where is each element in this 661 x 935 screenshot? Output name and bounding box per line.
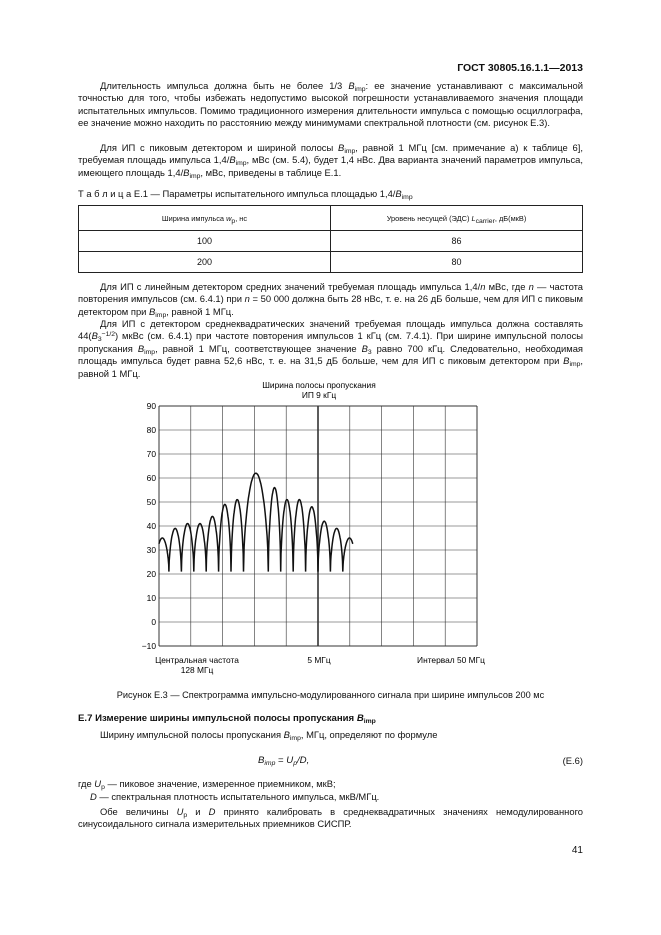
equation-number: (Е.6) xyxy=(562,755,583,766)
paragraph-average-detector: Для ИП с линейным детектором средних значений требуемая площадь импульса 1,4/n мВс, где n — частота повторения импульсов (см. 6.4.1) при n = 50 000 должна быть 28 нВс, т. е. на 26 дБ больше, чем для ИП с пиковым детектором при $B_{imp}$, равной 1 МГц. xyxy=(78,281,583,319)
y-axis-ticks xyxy=(142,401,157,651)
y-tick-label: 0 xyxy=(151,617,156,627)
table-cell: 86 xyxy=(331,231,583,252)
y-tick-label: −10 xyxy=(141,641,156,651)
formula-e6: $B_{imp} = U_p/D$, xyxy=(258,755,310,767)
y-tick-label: 20 xyxy=(146,569,156,579)
spectrum-line xyxy=(159,473,353,571)
y-tick-label: 90 xyxy=(146,401,156,411)
paragraph-calibration: Обе величины $U_p$ и D принято калибровать в среднеквадратичных значениях немодулированного синусоидального сигнала измерительных приемников СИСПР. xyxy=(78,806,583,830)
y-tick-label: 10 xyxy=(146,593,156,603)
chart-title-line1: Ширина полосы пропускания xyxy=(262,380,376,390)
x-label-span-per-div: 5 МГц xyxy=(307,655,331,665)
table-cell: 200 xyxy=(79,252,331,273)
x-label-interval: Интервал 50 МГц xyxy=(417,655,485,665)
paragraph-pulse-duration: Длительность импульса должна быть не более 1/3 $B_{imp}$: ее значение устанавливают с максимальной точностью для того, чтобы избежать недопустимо высокой погрешности устанавливаемого значения площади испытательных импульсов. Помимо традиционного измерения длительности импульса с помощью осциллографа, ее значение можно находить по расстоянию между минимумами спектральной плотности (см. рисунок Е.3). xyxy=(78,80,583,129)
table-cell: 100 xyxy=(79,231,331,252)
y-tick-label: 30 xyxy=(146,545,156,555)
table-cell: 80 xyxy=(331,252,583,273)
chart-title-line2: ИП 9 кГц xyxy=(301,390,337,400)
formula-intro: Ширину импульсной полосы пропускания $B_{imp}$, МГц, определяют по формуле xyxy=(100,729,438,742)
figure-caption: Рисунок Е.3 — Спектрограмма импульсно-модулированного сигнала при ширине импульсов 200 мс xyxy=(116,690,545,700)
y-tick-label: 60 xyxy=(146,473,156,483)
y-tick-label: 70 xyxy=(146,449,156,459)
table-caption: Т а б л и ц а Е.1 — Параметры испытательного импульса площадью $1,4/B_{imp}$ xyxy=(78,188,413,201)
section-title: Е.7 Измерение ширины импульсной полосы пропускания $B_{imp}$ xyxy=(78,713,376,725)
x-label-center-frequency-value: 128 МГц xyxy=(180,665,214,675)
y-tick-label: 40 xyxy=(146,521,156,531)
x-label-center-frequency: Центральная частота xyxy=(155,655,239,665)
page-number: 41 xyxy=(571,845,583,856)
y-tick-label: 50 xyxy=(146,497,156,507)
paragraph-rms-detector: Для ИП с детектором среднеквадратических значений требуемая площадь импульса должна составлять $44(B_3^{-1/2})$ мкВс (см. 6.4.1) при частоте повторения импульсов 1 кГц (см. 7.4.1). При ширине импульсной полосы пропускания $B_{imp}$, равной 1 МГц, соответствующее значение $B_3$ равно 700 кГц. Следовательно, необходимая площадь импульса будет равна 52,6 нВс, т. е. на 31,5 дБ больше, чем для ИП с пиковым детектором при $B_{imp}$, равной 1 МГц. xyxy=(78,318,584,379)
column-header-width: Ширина импульса $w_p$, нс xyxy=(79,206,331,231)
where-d-definition: D — спектральная плотность испытательного импульса, мкВ/МГц. xyxy=(90,791,380,802)
paragraph-peak-detector: Для ИП с пиковым детектором и шириной полосы $B_{imp}$, равной 1 МГц [см. примечание а) к таблице 6], требуемая площадь импульса $1,4/B_{imp}$, мВс (см. 5.4), будет 1,4 нВс. Два варианта значений параметров импульса, имеющего площадь $1,4/B_{imp}$, мВс, приведены в таблице Е.1. xyxy=(78,142,583,180)
document-id: ГОСТ 30805.16.1.1—2013 xyxy=(457,62,583,74)
column-header-level: Уровень несущей (ЭДС) $L_{carrier}$, дБ(мкВ) xyxy=(331,206,583,231)
where-up-definition: где $U_p$ — пиковое значение, измеренное приемником, мкВ; xyxy=(78,778,336,791)
chart-grid xyxy=(159,406,477,646)
y-tick-label: 80 xyxy=(146,425,156,435)
